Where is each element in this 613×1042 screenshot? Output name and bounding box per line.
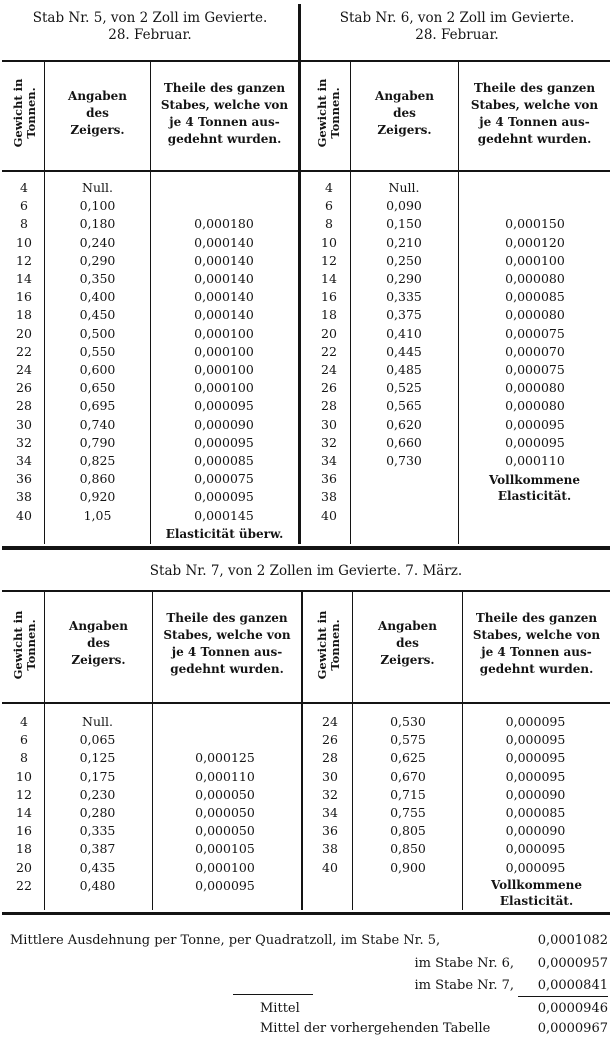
parts-cell: 0,000095 [505, 416, 565, 432]
parts-cell: 0,000095 [505, 750, 566, 766]
reading-cell: 0,335 [79, 823, 116, 839]
weight-cell: 32 [16, 434, 32, 450]
weight-cell: 40 [16, 507, 32, 523]
summary-line3-value: 0,0000841 [537, 978, 608, 993]
parts-cell: 0,000050 [195, 823, 255, 839]
weight-cell: 36 [321, 471, 337, 487]
reading-cell: Null. [388, 180, 420, 195]
stab6-note: Vollkommene Elasticität. [488, 473, 581, 503]
stab6-hdr-parts: Theile des ganzen Stabes, welche von je 4 Tonnen aus- gedehnt wurden. [470, 81, 599, 146]
reading-cell: 0,660 [386, 434, 422, 450]
reading-cell: 0,530 [390, 714, 426, 729]
stab6-title-line2: 28. Februar. [415, 27, 499, 43]
reading-cell: 0,575 [390, 732, 426, 748]
reading-cell: 0,450 [79, 307, 116, 323]
reading-cell: 0,210 [386, 234, 422, 250]
weight-cell: 28 [321, 398, 337, 414]
top-rule-below-headers [2, 170, 610, 172]
parts-cell: 0,000085 [505, 289, 565, 305]
weight-cell: 10 [16, 234, 32, 250]
weight-cell: 12 [16, 786, 32, 802]
weight-cell: 4 [325, 180, 333, 195]
weight-cell: 26 [321, 380, 337, 396]
stab5-title-line1: Stab Nr. 5, von 2 Zoll im Gevierte. [32, 10, 268, 26]
reading-cell: 0,230 [79, 786, 116, 802]
reading-cell: Null. [82, 714, 113, 729]
stab6-title [304, 10, 610, 44]
reading-cell: 0,445 [386, 343, 422, 359]
summary-line1-text: Mittlere Ausdehnung per Tonne, per Quadratzoll, im Stabe Nr. 5, [10, 933, 441, 948]
stab7a-hdr-reading: Angaben des Zeigers. [69, 619, 128, 667]
reading-cell: 0,920 [79, 489, 116, 505]
parts-cell: 0,000080 [505, 380, 565, 396]
weight-cell: 28 [322, 750, 338, 766]
summary-sum-rule [518, 996, 608, 997]
reading-cell: 0,250 [386, 252, 422, 268]
reading-cell: 0,790 [79, 434, 116, 450]
summary-line4-text: Mittel [260, 1001, 300, 1016]
reading-cell: 0,290 [79, 252, 116, 268]
parts-cell: 0,000050 [195, 786, 255, 802]
weight-cell: 14 [321, 271, 337, 286]
parts-cell: 0,000100 [194, 325, 254, 341]
reading-cell: 0,485 [386, 362, 422, 377]
reading-cell: 0,860 [79, 471, 116, 487]
stab5-hdr-parts: Theile des ganzen Stabes, welche von je 4 Tonnen aus- gedehnt wurden. [160, 81, 289, 146]
parts-cell: 0,000140 [194, 234, 254, 250]
stab6-hdr-weight: Gewicht in Tonnen. [315, 78, 342, 148]
parts-cell: 0,000075 [505, 325, 565, 341]
weight-cell: 10 [16, 768, 32, 784]
parts-cell: 0,000095 [505, 732, 566, 748]
parts-cell: 0,000100 [194, 362, 254, 377]
parts-cell: 0,000095 [195, 877, 255, 893]
reading-cell: 0,525 [386, 380, 422, 396]
weight-cell: 30 [322, 768, 338, 784]
parts-cell: 0,000100 [505, 252, 565, 268]
summary-line2-text: im Stabe Nr. 6, [414, 956, 514, 971]
reading-cell: 0,240 [79, 234, 116, 250]
weight-cell: 16 [16, 823, 32, 839]
stab7b-hdr-weight: Gewicht in Tonnen. [315, 610, 342, 680]
stab7b-hdr-reading: Angaben des Zeigers. [378, 619, 437, 667]
parts-cell: 0,000110 [195, 768, 255, 784]
reading-cell: 1,05 [83, 507, 112, 523]
reading-cell: 0,730 [386, 453, 422, 468]
stab5-hdr-weight: Gewicht in Tonnen. [11, 78, 38, 148]
parts-cell: 0,000095 [505, 841, 566, 857]
parts-cell: 0,000095 [505, 714, 566, 729]
parts-cell: 0,000125 [195, 750, 255, 766]
stab5-note: Elasticität überw. [165, 527, 284, 541]
weight-cell: 30 [321, 416, 337, 432]
reading-cell: 0,755 [390, 805, 426, 820]
summary-line5-text: Mittel der vorhergehenden Tabelle [260, 1021, 491, 1036]
weight-cell: 36 [322, 823, 338, 839]
summary-line3-text: im Stabe Nr. 7, [414, 978, 514, 993]
parts-cell: 0,000100 [194, 343, 254, 359]
reading-cell: 0,125 [79, 750, 116, 766]
reading-cell: 0,670 [390, 768, 426, 784]
weight-cell: 32 [322, 786, 338, 802]
reading-cell: 0,620 [386, 416, 422, 432]
stab7-note: Vollkommene Elasticität. [490, 878, 583, 908]
reading-cell: 0,805 [390, 823, 426, 839]
stab5-title [2, 10, 298, 44]
weight-cell: 34 [321, 453, 337, 468]
bottom-rule-above-headers [2, 590, 610, 592]
reading-cell: 0,715 [390, 786, 426, 802]
weight-cell: 6 [20, 732, 28, 748]
stab7-title: Stab Nr. 7, von 2 Zollen im Gevierte. 7. März. [149, 563, 463, 579]
stab7a-hdr-weight: Gewicht in Tonnen. [11, 610, 38, 680]
parts-cell: 0,000080 [505, 307, 565, 323]
reading-cell: 0,387 [79, 841, 116, 857]
summary-line2-value: 0,0000957 [537, 956, 608, 971]
weight-cell: 26 [16, 380, 32, 396]
parts-cell: 0,000140 [194, 307, 254, 323]
reading-cell: 0,625 [390, 750, 426, 766]
reading-cell: 0,335 [386, 289, 422, 305]
weight-cell: 18 [16, 841, 32, 857]
reading-cell: 0,435 [79, 859, 116, 875]
parts-cell: 0,000140 [194, 289, 254, 305]
weight-cell: 24 [16, 362, 32, 377]
weight-cell: 38 [322, 841, 338, 857]
reading-cell: 0,180 [79, 216, 116, 232]
weight-cell: 32 [321, 434, 337, 450]
stab5-hdr-reading: Angaben des Zeigers. [68, 89, 127, 137]
weight-cell: 18 [16, 307, 32, 323]
weight-cell: 6 [325, 198, 333, 214]
parts-cell: 0,000095 [505, 434, 565, 450]
summary-sub-rule [233, 994, 313, 995]
summary-line5-value: 0,0000967 [537, 1021, 608, 1036]
reading-cell: 0,900 [390, 859, 426, 875]
reading-cell: 0,480 [79, 877, 116, 893]
stab7b-hdr-parts: Theile des ganzen Stabes, welche von je 4 Tonnen aus- gedehnt wurden. [472, 611, 601, 676]
parts-cell: 0,000105 [195, 841, 255, 857]
stab5-title-line2: 28. Februar. [108, 27, 192, 43]
top-rule-above-headers [2, 60, 610, 62]
parts-cell: 0,000090 [505, 823, 566, 839]
bottom-rule-below-headers [2, 702, 610, 704]
top-section-end-rule [2, 546, 610, 550]
reading-cell: 0,065 [79, 732, 116, 748]
weight-cell: 8 [20, 216, 28, 232]
weight-cell: 22 [16, 877, 32, 893]
reading-cell: 0,565 [386, 398, 422, 414]
weight-cell: 20 [16, 325, 32, 341]
weight-cell: 26 [322, 732, 338, 748]
weight-cell: 6 [20, 198, 28, 214]
parts-cell: 0,000090 [194, 416, 254, 432]
reading-cell: 0,175 [79, 768, 116, 784]
weight-cell: 4 [20, 180, 28, 195]
weight-cell: 40 [321, 507, 337, 523]
parts-cell: 0,000075 [194, 471, 254, 487]
weight-cell: 12 [16, 252, 32, 268]
weight-cell: 36 [16, 471, 32, 487]
parts-cell: 0,000180 [194, 216, 254, 232]
stab6-title-line1: Stab Nr. 6, von 2 Zoll im Gevierte. [339, 10, 575, 26]
parts-cell: 0,000090 [505, 786, 566, 802]
weight-cell: 24 [321, 362, 337, 377]
weight-cell: 24 [322, 714, 338, 729]
weight-cell: 16 [16, 289, 32, 305]
parts-cell: 0,000150 [505, 216, 565, 232]
reading-cell: 0,850 [390, 841, 426, 857]
parts-cell: 0,000095 [194, 489, 254, 505]
parts-cell: 0,000095 [194, 398, 254, 414]
reading-cell: 0,410 [386, 325, 422, 341]
parts-cell: 0,000100 [194, 380, 254, 396]
parts-cell: 0,000140 [194, 252, 254, 268]
weight-cell: 34 [322, 805, 338, 820]
top-center-divider [298, 4, 301, 544]
weight-cell: 14 [16, 805, 32, 820]
weight-cell: 10 [321, 234, 337, 250]
reading-cell: 0,740 [79, 416, 116, 432]
reading-cell: 0,100 [79, 198, 116, 214]
parts-cell: 0,000080 [505, 271, 565, 286]
parts-cell: 0,000080 [505, 398, 565, 414]
reading-cell: 0,290 [386, 271, 422, 286]
reading-cell: Null. [82, 180, 113, 195]
parts-cell: 0,000095 [194, 434, 254, 450]
weight-cell: 12 [321, 252, 337, 268]
parts-cell: 0,000085 [505, 805, 566, 820]
parts-cell: 0,000095 [505, 768, 566, 784]
parts-cell: 0,000100 [195, 859, 255, 875]
weight-cell: 34 [16, 453, 32, 468]
parts-cell: 0,000120 [505, 234, 565, 250]
parts-cell: 0,000075 [505, 362, 565, 377]
reading-cell: 0,400 [79, 289, 116, 305]
weight-cell: 22 [16, 343, 32, 359]
weight-cell: 16 [321, 289, 337, 305]
reading-cell: 0,375 [386, 307, 422, 323]
weight-cell: 22 [321, 343, 337, 359]
summary-line4-value: 0,0000946 [537, 1001, 608, 1016]
parts-cell: 0,000070 [505, 343, 565, 359]
reading-cell: 0,650 [79, 380, 116, 396]
weight-cell: 38 [321, 489, 337, 505]
parts-cell: 0,000145 [194, 507, 254, 523]
weight-cell: 38 [16, 489, 32, 505]
reading-cell: 0,350 [79, 271, 116, 286]
weight-cell: 18 [321, 307, 337, 323]
stab7a-hdr-parts: Theile des ganzen Stabes, welche von je 4 Tonnen aus- gedehnt wurden. [163, 611, 291, 676]
weight-cell: 20 [321, 325, 337, 341]
weight-cell: 8 [20, 750, 28, 766]
summary-line1-value: 0,0001082 [537, 933, 608, 948]
reading-cell: 0,600 [79, 362, 116, 377]
reading-cell: 0,150 [386, 216, 422, 232]
reading-cell: 0,090 [386, 198, 422, 214]
parts-cell: 0,000050 [195, 805, 255, 820]
reading-cell: 0,280 [79, 805, 116, 820]
parts-cell: 0,000085 [194, 453, 254, 468]
weight-cell: 14 [16, 271, 32, 286]
reading-cell: 0,825 [79, 453, 116, 468]
weight-cell: 28 [16, 398, 32, 414]
reading-cell: 0,695 [79, 398, 116, 414]
reading-cell: 0,550 [79, 343, 116, 359]
stab6-hdr-reading: Angaben des Zeigers. [375, 89, 434, 137]
bottom-section-end-rule [2, 912, 610, 915]
parts-cell: 0,000110 [505, 453, 565, 468]
weight-cell: 20 [16, 859, 32, 875]
bottom-center-divider [301, 592, 303, 910]
weight-cell: 40 [322, 859, 338, 875]
parts-cell: 0,000140 [194, 271, 254, 286]
weight-cell: 8 [325, 216, 333, 232]
weight-cell: 30 [16, 416, 32, 432]
weight-cell: 4 [20, 714, 28, 729]
reading-cell: 0,500 [79, 325, 116, 341]
parts-cell: 0,000095 [505, 859, 566, 875]
